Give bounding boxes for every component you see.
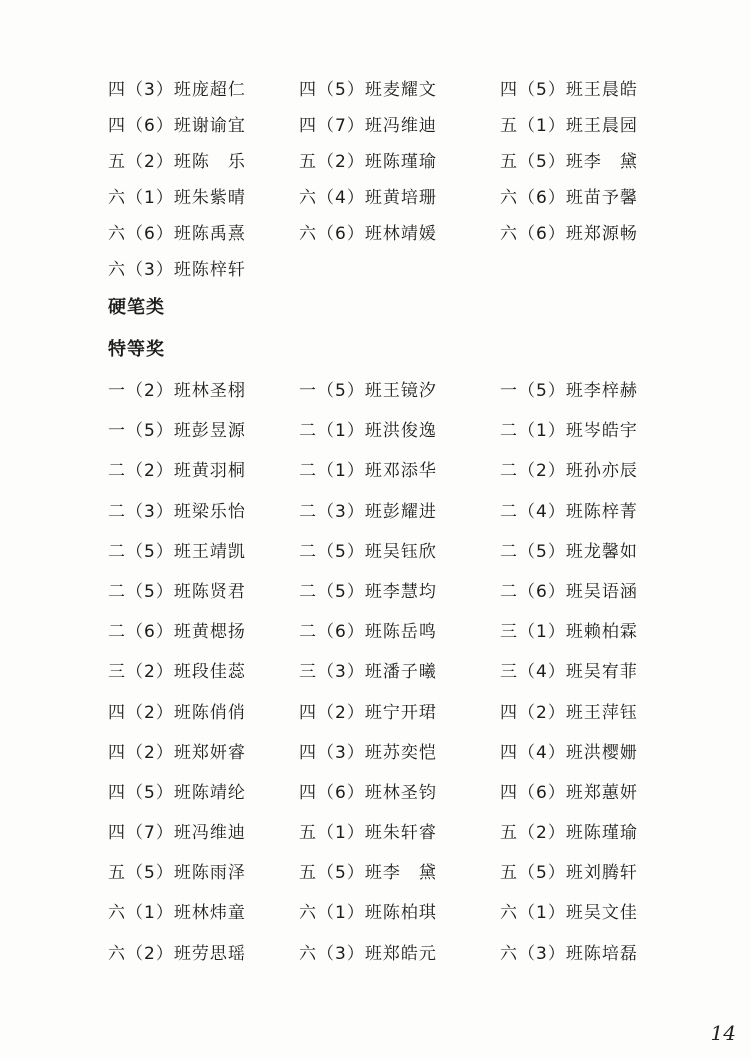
student-entry: 三（2）班段佳蕊	[108, 662, 246, 683]
category-heading: 硬笔类	[108, 297, 165, 318]
name-row	[108, 186, 728, 222]
award-name-list	[108, 379, 728, 982]
name-row	[108, 580, 728, 620]
student-entry: 四（2）班王萍钰	[500, 702, 638, 723]
student-entry: 五（2）班陈瑾瑜	[299, 152, 437, 172]
award-heading: 特等奖	[108, 339, 165, 360]
student-entry: 六（6）班林靖媛	[299, 224, 437, 244]
student-entry: 五（5）班陈雨泽	[108, 863, 246, 884]
student-entry: 六（1）班吴文佳	[500, 903, 638, 924]
student-entry: 四（2）班陈俏俏	[108, 702, 246, 723]
student-entry: 六（6）班陈禹熹	[108, 224, 246, 244]
student-entry: 一（5）班王镜汐	[299, 381, 437, 401]
page-number: 14	[710, 1021, 736, 1045]
name-row	[108, 901, 728, 941]
name-row	[108, 78, 728, 114]
name-row	[108, 379, 728, 419]
name-row	[108, 741, 728, 781]
student-entry: 四（7）班冯维迪	[299, 116, 437, 136]
student-entry: 一（5）班彭昱源	[108, 421, 246, 442]
student-entry: 四（2）班郑妍睿	[108, 742, 246, 763]
student-entry: 二（1）班岑皓宇	[500, 421, 638, 442]
student-entry: 二（1）班邓添华	[299, 461, 437, 482]
name-row	[108, 222, 728, 258]
name-row	[108, 114, 728, 150]
student-entry: 六（2）班劳思瑶	[108, 943, 246, 964]
student-entry: 四（7）班冯维迪	[108, 823, 246, 844]
name-row	[108, 701, 728, 741]
student-entry: 二（6）班吴语涵	[500, 581, 638, 602]
student-entry: 二（6）班黄楒扬	[108, 622, 246, 643]
student-entry: 一（5）班李梓赫	[500, 381, 638, 401]
student-entry: 五（2）班陈 乐	[108, 152, 246, 172]
name-row	[108, 620, 728, 660]
name-row	[108, 419, 728, 459]
student-entry: 五（5）班刘腾轩	[500, 863, 638, 884]
student-entry: 二（4）班陈梓菁	[500, 501, 638, 522]
student-entry: 二（2）班黄羽桐	[108, 461, 246, 482]
name-row	[108, 150, 728, 186]
name-row	[108, 500, 728, 540]
student-entry: 二（5）班王靖凯	[108, 541, 246, 562]
student-entry: 四（5）班麦耀文	[299, 80, 437, 100]
student-entry: 六（4）班黄培珊	[299, 188, 437, 208]
student-entry: 四（4）班洪樱姗	[500, 742, 638, 763]
name-row	[108, 861, 728, 901]
student-entry: 六（6）班苗予馨	[500, 188, 638, 208]
student-entry: 五（1）班朱轩睿	[299, 823, 437, 844]
name-row	[108, 781, 728, 821]
student-entry: 五（2）班陈瑾瑜	[500, 823, 638, 844]
name-row	[108, 660, 728, 700]
student-entry: 六（6）班郑源畅	[500, 224, 638, 244]
name-row	[108, 459, 728, 499]
student-entry: 二（3）班梁乐怡	[108, 501, 246, 522]
student-entry: 六（1）班林炜童	[108, 903, 246, 924]
name-row	[108, 540, 728, 580]
student-entry: 四（3）班苏奕恺	[299, 742, 437, 763]
student-entry: 二（1）班洪俊逸	[299, 421, 437, 442]
student-entry: 四（2）班宁开珺	[299, 702, 437, 723]
student-entry: 六（3）班陈培磊	[500, 943, 638, 964]
student-entry: 六（1）班朱紫晴	[108, 188, 246, 208]
student-entry: 三（1）班赖柏霖	[500, 622, 638, 643]
student-entry: 五（1）班王晨园	[500, 116, 638, 136]
student-entry: 三（3）班潘子曦	[299, 662, 437, 683]
student-entry: 二（5）班李慧均	[299, 581, 437, 602]
name-row	[108, 821, 728, 861]
name-row	[108, 258, 728, 294]
student-entry: 二（2）班孙亦辰	[500, 461, 638, 482]
student-entry: 五（5）班李 黛	[500, 152, 638, 172]
student-entry: 六（3）班郑皓元	[299, 943, 437, 964]
student-entry: 三（4）班吴宥菲	[500, 662, 638, 683]
student-entry: 四（5）班陈靖纶	[108, 782, 246, 803]
student-entry: 六（3）班陈梓轩	[108, 260, 246, 280]
student-entry: 二（3）班彭耀进	[299, 501, 437, 522]
student-entry: 二（5）班龙馨如	[500, 541, 638, 562]
student-entry: 六（1）班陈柏琪	[299, 903, 437, 924]
student-entry: 四（5）班王晨皓	[500, 80, 638, 100]
name-row	[108, 942, 728, 982]
student-entry: 五（5）班李 黛	[299, 863, 437, 884]
name-list-continued	[108, 78, 728, 294]
student-entry: 二（5）班吴钰欣	[299, 541, 437, 562]
student-entry: 四（6）班谢谕宜	[108, 116, 246, 136]
student-entry: 二（5）班陈贤君	[108, 581, 246, 602]
student-entry: 四（6）班林圣钧	[299, 782, 437, 803]
student-entry: 一（2）班林圣栩	[108, 381, 246, 401]
student-entry: 四（3）班庞超仁	[108, 80, 246, 100]
student-entry: 二（6）班陈岳鸣	[299, 622, 437, 643]
student-entry: 四（6）班郑蕙妍	[500, 782, 638, 803]
